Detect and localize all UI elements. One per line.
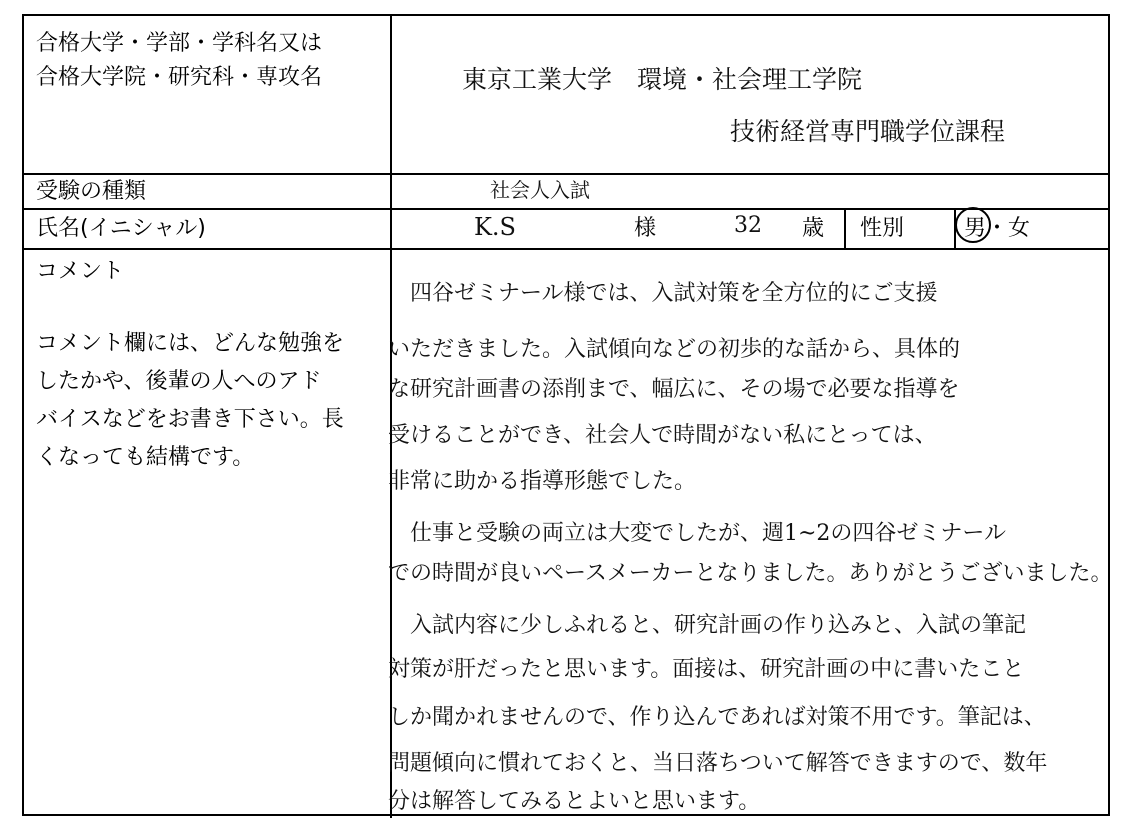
value-exam-type: 社会人入試 [490,178,590,202]
comment-guide-line: したかや、後輩の人へのアド [36,369,322,394]
gender-selected-circle [955,207,991,243]
comment-guide-line: コメント欄には、どんな勉強を [36,331,345,356]
comment-line: 非常に助かる指導形態でした。 [388,469,697,494]
comment-line: 分は解答してみるとよいと思います。 [388,789,761,814]
label-exam-type: 受験の種類 [36,179,147,204]
label-comment: コメント [36,259,125,284]
comment-guide-line: バイスなどをお書き下さい。長 [36,407,344,432]
comment-line: 仕事と受験の両立は大変でしたが、週1~2の四谷ゼミナール [388,521,1006,546]
comment-line: しか聞かれませんので、作り込んであれば対策不用です。筆記は、 [388,705,1046,730]
value-initials: K.S [474,213,516,241]
comment-line: 受けることができ、社会人で時間がない私にとっては、 [388,423,937,448]
comment-line: 問題傾向に慣れておくと、当日落ちついて解答できますので、数年 [388,751,1048,776]
gender-options: 男・女 [964,216,1031,241]
label-university-line1: 合格大学・学部・学科名又は [36,31,323,56]
comment-line: 四谷ゼミナール様では、入試対策を全方位的にご支援 [388,281,938,306]
comment-line: な研究計画書の添削まで、幅広に、その場で必要な指導を [388,377,960,402]
column-divider [390,16,392,818]
row-divider [24,208,1108,210]
column-divider [844,208,846,248]
label-gender: 性別 [860,216,905,241]
comment-line: いただきました。入試傾向などの初歩的な話から、具体的 [388,337,961,362]
comment-guide-line: くなっても結構です。 [36,445,255,470]
comment-line: での時間が良いペースメーカーとなりました。ありがとうございました。 [388,561,1113,586]
comment-line: 入試内容に少しふれると、研究計画の作り込みと、入試の筆記 [388,613,1027,638]
label-university-line2: 合格大学院・研究科・専攻名 [36,65,323,90]
row-divider [24,248,1108,250]
testimonial-form [22,14,1113,816]
value-university-line2: 技術経営専門職学位課程 [730,117,1006,146]
value-age: 32 [734,213,762,238]
comment-line: 対策が肝だったと思います。面接は、研究計画の中に書いたこと [388,657,1025,682]
label-sama: 様 [634,216,657,241]
label-sai: 歳 [802,216,825,241]
value-university-line1: 東京工業大学 環境・社会理工学院 [462,65,863,94]
label-name: 氏名(イニシャル) [36,216,206,241]
